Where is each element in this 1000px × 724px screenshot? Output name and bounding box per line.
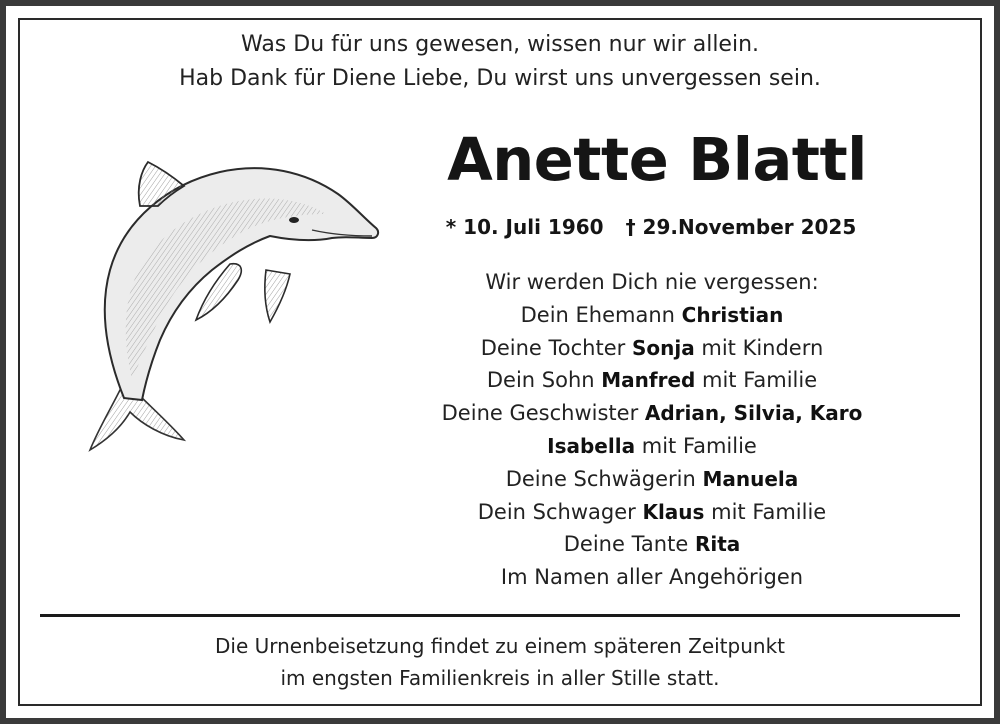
relation-suffix: mit Familie [704,499,827,524]
memorial-quote [0,28,1000,96]
relation-text: Dein Schwager [477,499,643,524]
relation-text: Deine Geschwister [441,401,645,426]
dolphin-illustration [80,148,390,458]
quote-line-2: Hab Dank für Diene Liebe, Du wirst uns unvergessen sein. [179,66,821,91]
relative-name: Adrian, Silvia, Karo [644,401,863,426]
quote-line-1: Was Du für uns gewesen, wissen nur wir allein. [240,32,760,57]
burial-notice [0,630,1000,694]
family-row [396,364,908,397]
relative-name: Manuela [702,466,799,491]
family-row [396,397,908,430]
family-list [396,266,908,594]
family-intro: Wir werden Dich nie vergessen: [485,270,819,294]
relative-name: Rita [694,532,741,557]
family-row [396,528,908,561]
birth-date: * 10. Juli 1960 [445,215,604,239]
life-dates [416,210,886,244]
notice-line-2: im engsten Familienkreis in aller Stille statt. [280,666,720,690]
relative-name: Sonja [631,335,695,360]
family-row [396,299,908,332]
divider [40,614,960,617]
death-date: † 29.November 2025 [625,215,857,239]
relative-name: Christian [681,302,784,327]
family-row [396,496,908,529]
relation-text: Deine Schwägerin [505,466,703,491]
relation-suffix: mit Kindern [694,335,824,360]
notice-line-1: Die Urnenbeisetzung findet zu einem späteren Zeitpunkt [214,634,785,658]
relative-name: Isabella [547,433,636,458]
deceased-name: Anette Blattl [447,125,867,194]
family-row [396,430,908,463]
relative-name: Klaus [642,499,705,524]
relation-text: Dein Ehemann [520,302,682,327]
relation-suffix: mit Familie [635,433,757,458]
family-closing: Im Namen aller Angehörigen [500,565,804,590]
relation-text: Deine Tochter [480,335,632,360]
family-row [396,463,908,496]
relative-name: Manfred [601,368,696,393]
relation-suffix: mit Familie [695,368,818,393]
family-row [396,332,908,365]
relation-text: Deine Tante [563,532,695,557]
relation-text: Dein Sohn [486,368,602,393]
